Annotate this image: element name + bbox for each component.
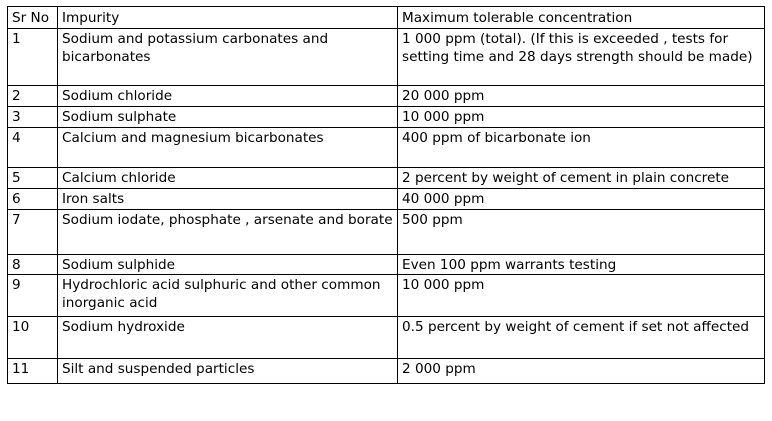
cell-max-concentration: 0.5 percent by weight of cement if set not affected <box>398 317 765 359</box>
cell-max-concentration: 2 percent by weight of cement in plain concrete <box>398 168 765 189</box>
impurity-table <box>7 6 765 384</box>
cell-impurity: Iron salts <box>58 189 398 210</box>
cell-impurity: Sodium hydroxide <box>58 317 398 359</box>
cell-impurity: Silt and suspended particles <box>58 359 398 384</box>
cell-impurity: Sodium and potassium carbonates and bicarbonates <box>58 29 398 86</box>
cell-sr-no: 8 <box>8 255 58 275</box>
cell-sr-no: 2 <box>8 86 58 107</box>
cell-max-concentration: 10 000 ppm <box>398 275 765 317</box>
header-row <box>8 7 765 29</box>
table-row <box>8 107 765 128</box>
header-sr-no: Sr No <box>8 7 58 29</box>
cell-impurity: Sodium chloride <box>58 86 398 107</box>
table-row <box>8 128 765 168</box>
cell-sr-no: 1 <box>8 29 58 86</box>
cell-max-concentration: 40 000 ppm <box>398 189 765 210</box>
cell-impurity: Sodium iodate, phosphate , arsenate and borate <box>58 210 398 255</box>
table-row <box>8 210 765 255</box>
cell-max-concentration: 20 000 ppm <box>398 86 765 107</box>
table-row <box>8 275 765 317</box>
cell-sr-no: 4 <box>8 128 58 168</box>
table-row <box>8 255 765 275</box>
header-max-concentration: Maximum tolerable concentration <box>398 7 765 29</box>
cell-sr-no: 9 <box>8 275 58 317</box>
cell-impurity: Calcium chloride <box>58 168 398 189</box>
table-body <box>8 29 765 384</box>
table-row <box>8 86 765 107</box>
table-row <box>8 29 765 86</box>
cell-sr-no: 5 <box>8 168 58 189</box>
table-row <box>8 359 765 384</box>
header-impurity: Impurity <box>58 7 398 29</box>
cell-max-concentration: 400 ppm of bicarbonate ion <box>398 128 765 168</box>
cell-impurity: Sodium sulphide <box>58 255 398 275</box>
cell-sr-no: 10 <box>8 317 58 359</box>
table-row <box>8 168 765 189</box>
cell-sr-no: 3 <box>8 107 58 128</box>
table-row <box>8 189 765 210</box>
cell-max-concentration: 1 000 ppm (total). (If this is exceeded , tests for setting time and 28 days strength should be made) <box>398 29 765 86</box>
table-header <box>8 7 765 29</box>
cell-max-concentration: 2 000 ppm <box>398 359 765 384</box>
cell-sr-no: 7 <box>8 210 58 255</box>
cell-sr-no: 11 <box>8 359 58 384</box>
cell-max-concentration: Even 100 ppm warrants testing <box>398 255 765 275</box>
table-row <box>8 317 765 359</box>
cell-impurity: Hydrochloric acid sulphuric and other common inorganic acid <box>58 275 398 317</box>
cell-sr-no: 6 <box>8 189 58 210</box>
cell-impurity: Sodium sulphate <box>58 107 398 128</box>
cell-max-concentration: 10 000 ppm <box>398 107 765 128</box>
cell-impurity: Calcium and magnesium bicarbonates <box>58 128 398 168</box>
cell-max-concentration: 500 ppm <box>398 210 765 255</box>
